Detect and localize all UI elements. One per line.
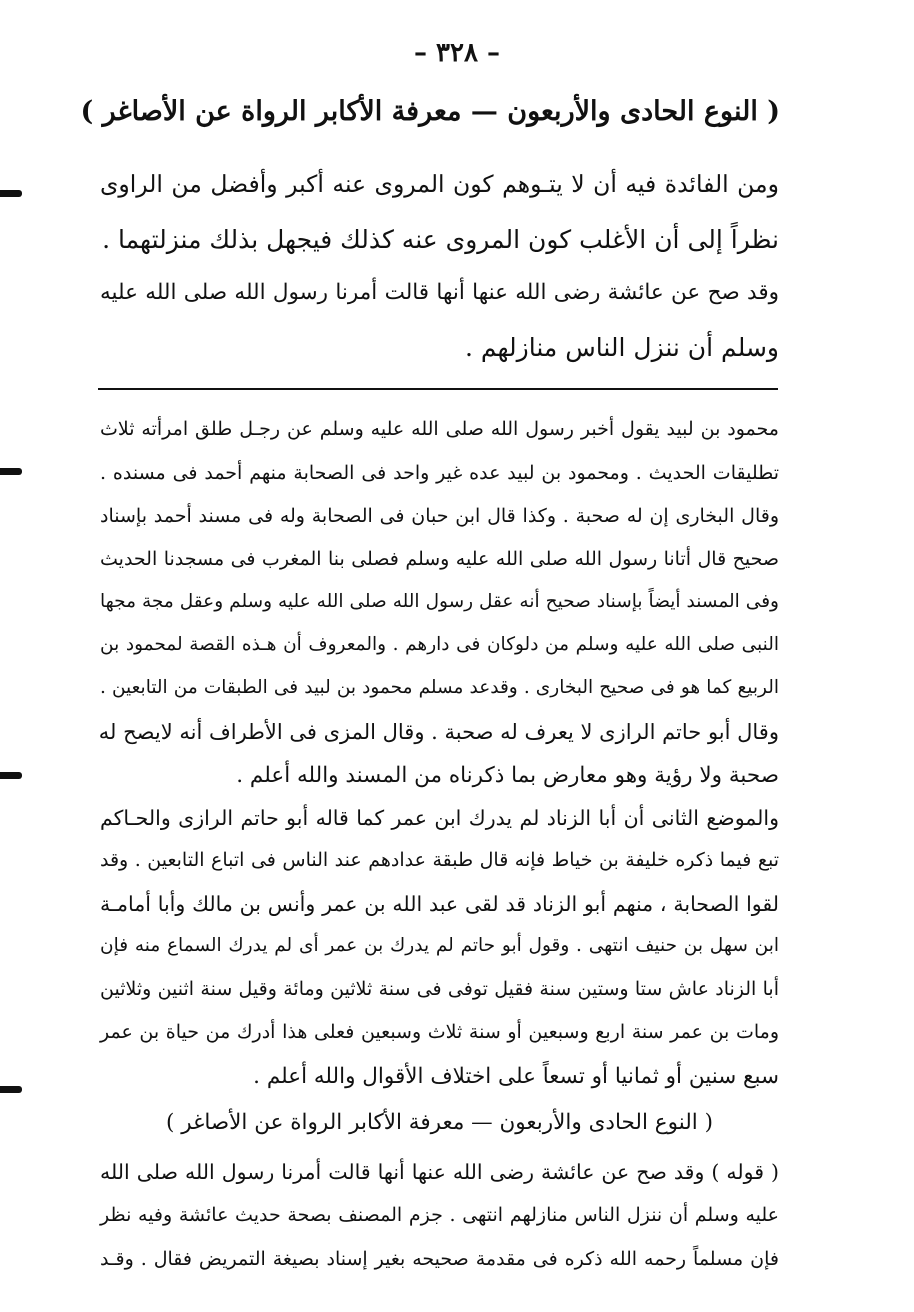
footnote-line: عليه وسلم أن ننزل الناس منازلهم انتهى . جزم المصنف بصحة حديث عائشة وفيه نظر <box>100 1204 779 1226</box>
main-text-line: ومن الفائدة فيه أن لا يتـوهم كون المروى عنه أكبر وأفضل من الراوى <box>100 170 779 198</box>
footnote-line: ابن سهل بن حنيف انتهى . وقول أبو حاتم لم يدرك بن عمر أى لم يدرك السماع منه فإن <box>100 935 779 956</box>
main-text-line: وقد صح عن عائشة رضى الله عنها أنها قالت أمرنا رسول الله صلى الله عليه <box>100 280 779 305</box>
footnote-divider <box>98 388 778 390</box>
footnote-line: تبع فيما ذكره خليفة بن خياط فإنه قال طبقة عدادهم عند الناس فى اتباع التابعين . وقد <box>100 849 779 871</box>
footnote-line: وقال أبو حاتم الرازى لا يعرف له صحبة . وقال المزى فى الأطراف أنه لايصح له <box>98 720 779 744</box>
margin-mark <box>0 468 22 475</box>
main-text-line: نظراً إلى أن الأغلب كون المروى عنه كذلك فيجهل بذلك منزلتهما . <box>102 225 779 254</box>
footnote-line: ( قوله ) وقد صح عن عائشة رضى الله عنها أنها قالت أمرنا رسول الله صلى الله <box>100 1160 779 1184</box>
footnote-line: وفى المسند أيضاً بإسناد صحيح أنه عقل رسول الله صلى الله عليه وسلم وعقل مجة مجها <box>100 591 779 612</box>
footnote-line: فإن مسلماً رحمه الله ذكره فى مقدمة صحيحه بغير إسناد بصيغة التمريض فقال . وقـد <box>100 1248 779 1270</box>
footnote-line: سبع سنين أو ثمانيا أو تسعاً على اختلاف الأقوال والله أعلم . <box>253 1064 779 1089</box>
footnote-line: والموضع الثانى أن أبا الزناد لم يدرك ابن عمر كما قاله أبو حاتم الرازى والحـاكم <box>100 806 779 830</box>
footnote-subheading: ( النوع الحادى والأربعون — معرفة الأكابر الرواة عن الأصاغر ) <box>166 1110 713 1135</box>
page-number: – ٣٢٨ – <box>413 38 501 68</box>
main-text-line: وسلم أن ننزل الناس منازلهم . <box>464 333 779 362</box>
footnote-line: محمود بن لبيد يقول أخبر رسول الله صلى الله عليه وسلم عن رجـل طلق امرأته ثلاث <box>100 418 779 440</box>
footnote-line: لقوا الصحابة ، منهم أبو الزناد قد لقى عبد الله بن عمر وأنس بن مالك وأبا أمامـة <box>100 892 779 916</box>
footnote-line: الربيع كما هو فى صحيح البخارى . وقدعد مسلم محمود بن لبيد فى الطبقات من التابعين . <box>100 677 779 698</box>
footnote-line: صحبة ولا رؤية وهو معارض بما ذكرناه من المسند والله أعلم . <box>236 763 779 788</box>
footnote-line: أبا الزناد عاش ستا وستين سنة فقيل توفى فى سنة ثلاثين ومائة وقيل سنة اثنين وثلاثين <box>100 978 779 1000</box>
margin-mark <box>0 190 22 197</box>
margin-mark <box>0 1086 22 1093</box>
footnote-line: وقال البخارى إن له صحبة . وكذا قال ابن حبان فى الصحابة وله فى مسند أحمد بإسناد <box>100 505 779 527</box>
footnote-line: تطليقات الحديث . ومحمود بن لبيد عده غير واحد فى الصحابة منهم أحمد فى مسنده . <box>100 462 779 484</box>
margin-mark <box>0 772 22 779</box>
footnote-line: صحيح قال أتانا رسول الله صلى الله عليه وسلم فصلى بنا المغرب فى مسجدنا الحديث <box>100 548 779 570</box>
footnote-line: ومات بن عمر سنة اربع وسبعين أو سنة ثلاث وسبعين فعلى هذا أدرك من حياة بن عمر <box>100 1021 779 1043</box>
footnote-line: النبى صلى الله عليه وسلم من دلوكان فى دارهم . والمعروف أن هـذه القصة لمحمود بن <box>100 634 779 655</box>
chapter-heading: ( النوع الحادى والأربعون — معرفة الأكابر الرواة عن الأصاغر ) <box>80 96 780 127</box>
